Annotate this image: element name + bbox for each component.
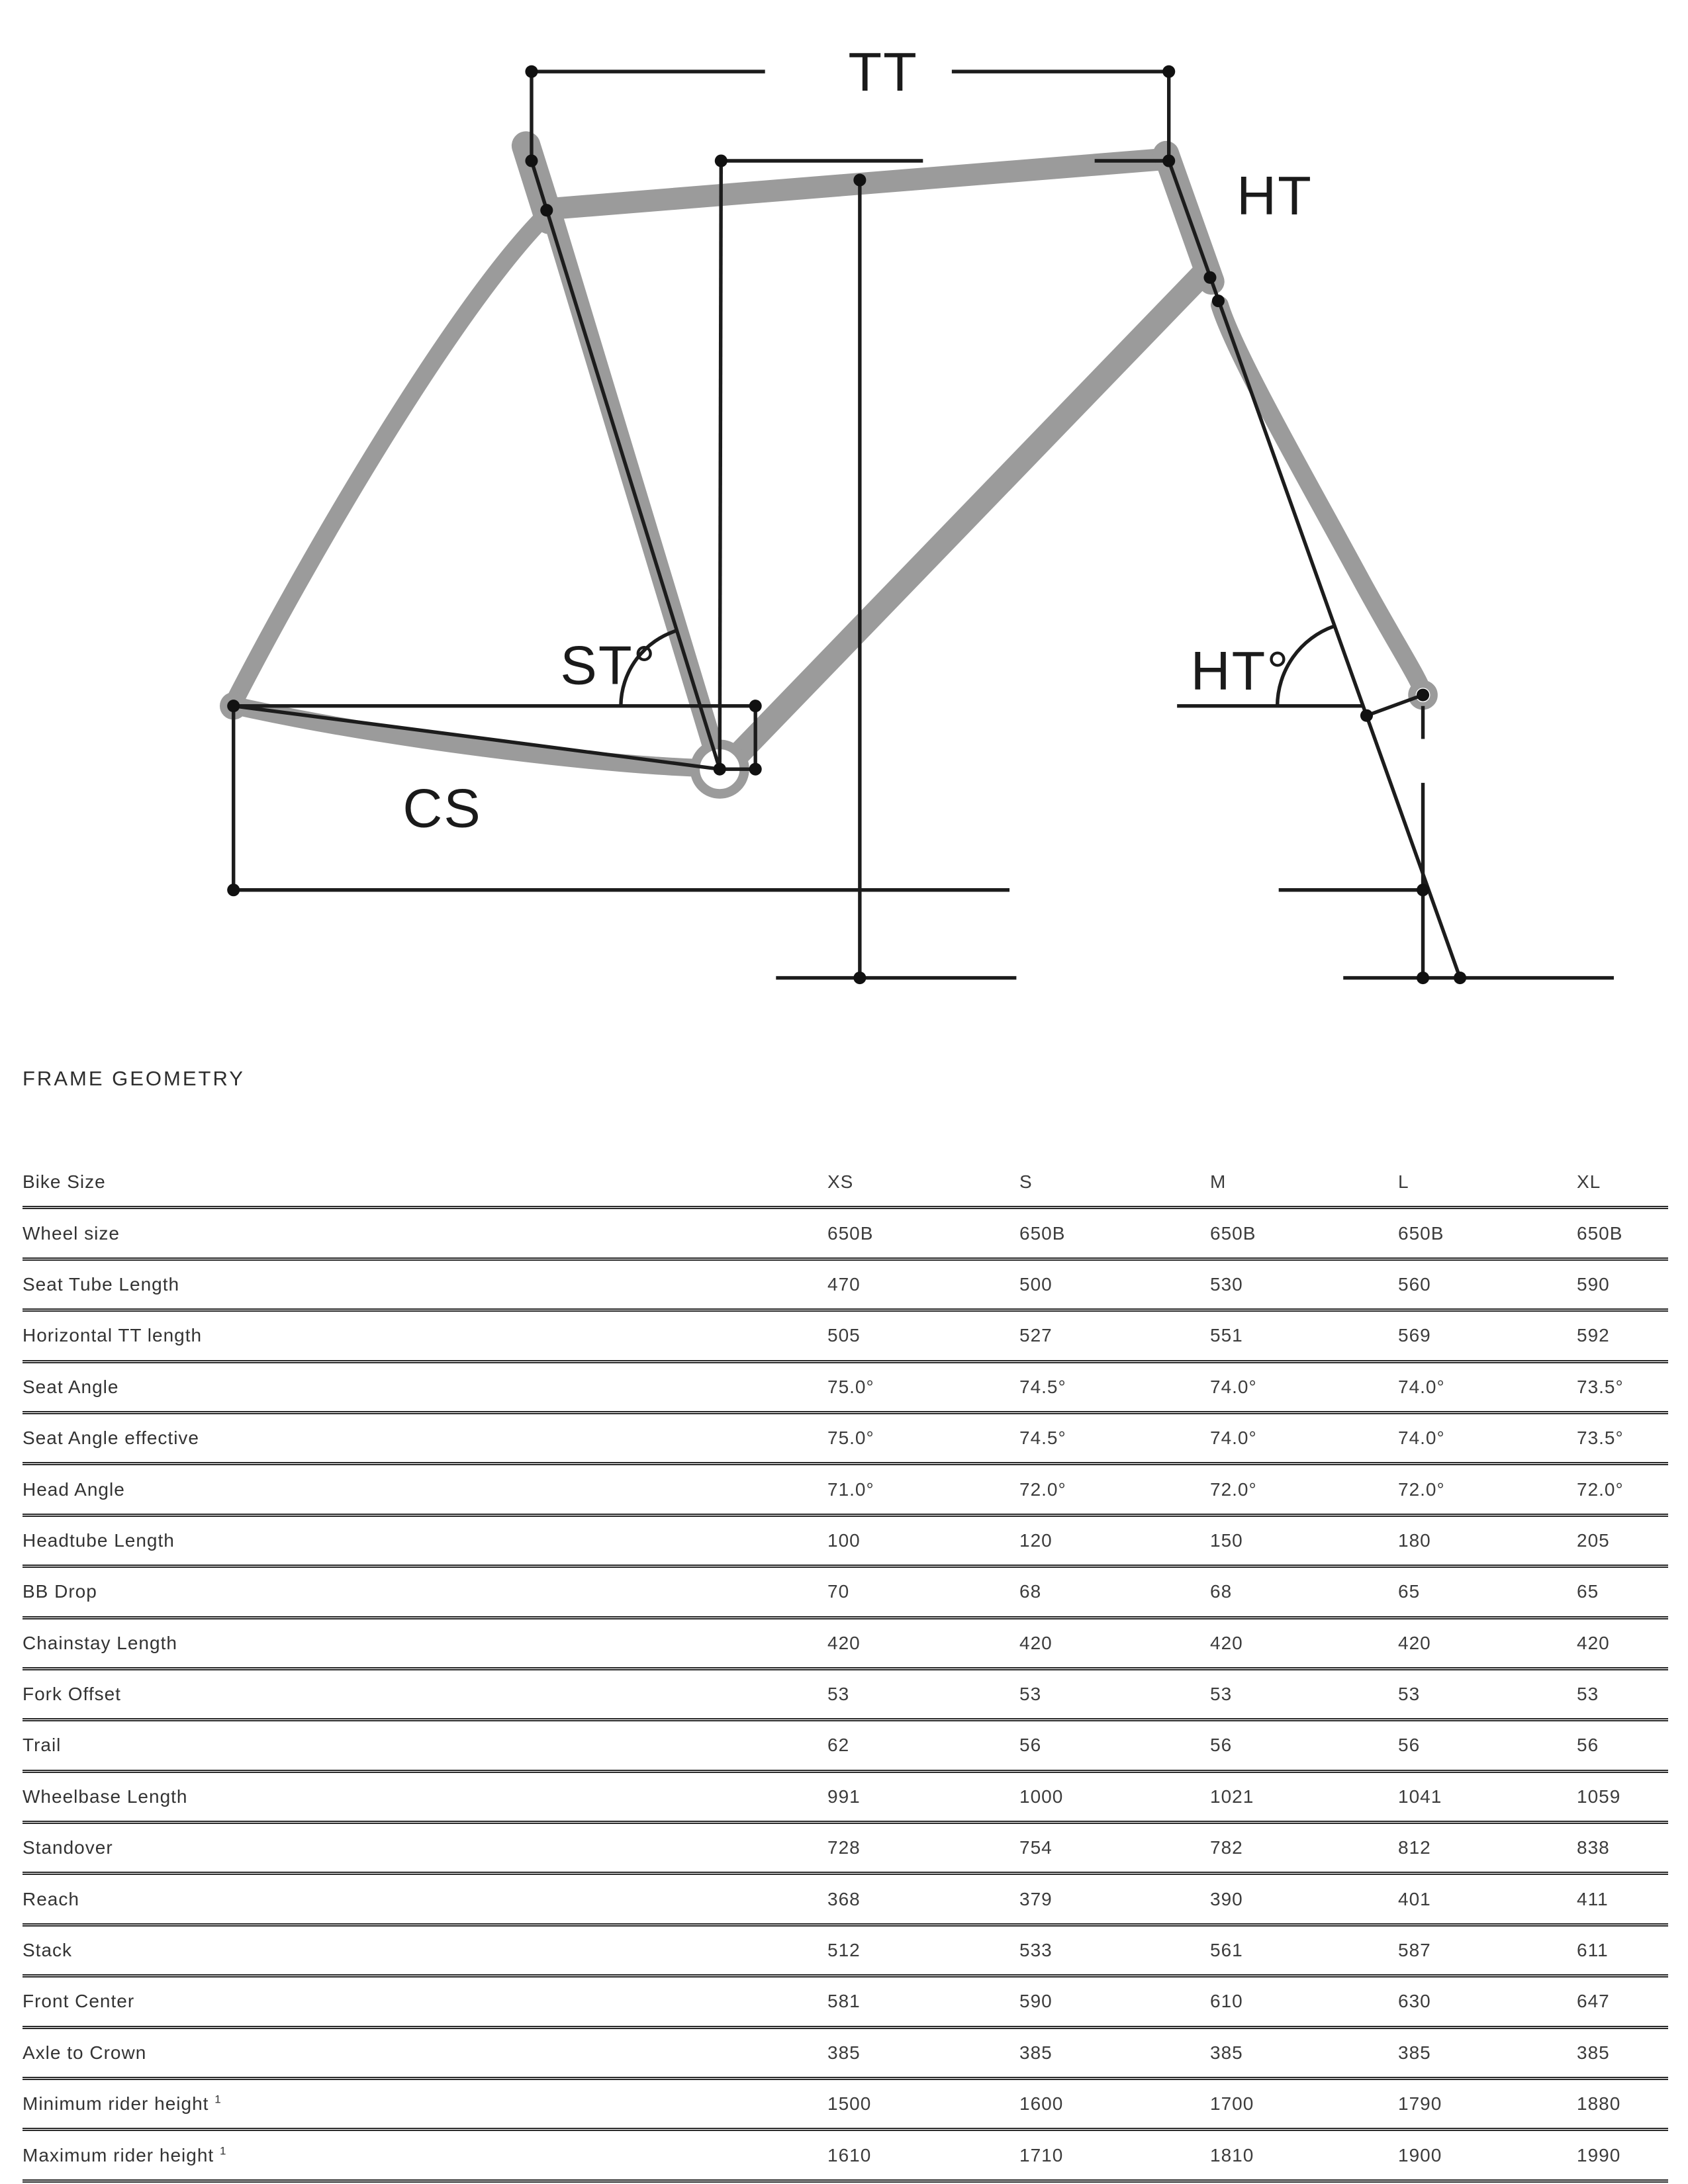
row-label: BB Drop (23, 1581, 97, 1602)
row-value: 385 (1577, 2042, 1610, 2063)
row-value: 838 (1577, 1837, 1610, 1858)
bike-frame-diagram-svg (0, 0, 1688, 1037)
fork-blade (1219, 305, 1423, 692)
row-value: 505 (827, 1325, 861, 1346)
row-label: Axle to Crown (23, 2042, 147, 2063)
dimension-lines (234, 71, 1614, 978)
row-value: 68 (1019, 1581, 1042, 1602)
row-label: Seat Angle effective (23, 1428, 199, 1449)
row-value: 530 (1210, 1273, 1243, 1295)
row-value: 74.5° (1019, 1376, 1066, 1397)
row-value: 1990 (1577, 2144, 1621, 2165)
table-row (23, 1721, 1668, 1772)
row-value: 754 (1019, 1837, 1053, 1858)
row-value: 390 (1210, 1888, 1243, 1909)
row-value: 782 (1210, 1837, 1243, 1858)
table-row (23, 2131, 1668, 2182)
label-head-angle: HT° (1190, 639, 1290, 702)
row-label: Head Angle (23, 1479, 125, 1500)
row-value: 592 (1577, 1325, 1610, 1346)
row-value: 610 (1210, 1991, 1243, 2012)
table-row (23, 1670, 1668, 1721)
row-value: 72.0° (1577, 1479, 1624, 1500)
row-value: 379 (1019, 1888, 1053, 1909)
table-row (23, 2080, 1668, 2131)
table-row (23, 1927, 1668, 1978)
table-row (23, 1824, 1668, 1875)
row-value: 1900 (1398, 2144, 1442, 2165)
row-value: 180 (1398, 1529, 1431, 1551)
row-label: Seat Tube Length (23, 1273, 180, 1295)
table-row (23, 1261, 1668, 1312)
row-value: 385 (827, 2042, 861, 2063)
label-chainstay: CS (402, 777, 482, 839)
row-label: Reach (23, 1888, 79, 1909)
row-value: 74.0° (1210, 1428, 1257, 1449)
row-value: 587 (1398, 1940, 1431, 1961)
label-seat-angle: ST° (560, 634, 657, 696)
row-value: 75.0° (827, 1376, 874, 1397)
stack-line (720, 161, 721, 769)
down-tube (733, 272, 1205, 760)
row-value: 581 (827, 1991, 861, 2012)
row-value: 512 (827, 1940, 861, 1961)
row-value: 1500 (827, 2093, 872, 2115)
row-label: Seat Angle (23, 1376, 119, 1397)
row-value: 991 (827, 1786, 861, 1807)
row-value: 73.5° (1577, 1376, 1624, 1397)
table-row (23, 1209, 1668, 1260)
row-value: 1880 (1577, 2093, 1621, 2115)
seat-stay (235, 217, 544, 700)
row-value: 74.5° (1019, 1428, 1066, 1449)
row-value: 1041 (1398, 1786, 1442, 1807)
row-value: 72.0° (1210, 1479, 1257, 1500)
row-label: Wheel size (23, 1222, 120, 1244)
row-label: Maximum rider height $^1$ (23, 2144, 227, 2165)
row-value: 650B (1577, 1222, 1623, 1244)
row-value: 56 (1398, 1735, 1421, 1756)
row-label: Front Center (23, 1991, 135, 2012)
row-value: 53 (1210, 1684, 1233, 1705)
row-label: Trail (23, 1735, 62, 1756)
column-header-size: M (1210, 1171, 1227, 1193)
row-value: 1000 (1019, 1786, 1064, 1807)
row-value: 65 (1577, 1581, 1599, 1602)
row-value: 420 (1398, 1632, 1431, 1653)
row-label: Chainstay Length (23, 1632, 177, 1653)
table-body (23, 1209, 1668, 2182)
row-value: 53 (1019, 1684, 1042, 1705)
row-value: 74.0° (1398, 1428, 1445, 1449)
top-tube (549, 159, 1160, 209)
row-value: 1059 (1577, 1786, 1621, 1807)
row-value: 728 (827, 1837, 861, 1858)
row-value: 53 (1577, 1684, 1599, 1705)
row-label: Stack (23, 1940, 73, 1961)
row-label: Horizontal TT length (23, 1325, 203, 1346)
row-value: 1790 (1398, 2093, 1442, 2115)
footnote-marker: 1 (219, 2144, 227, 2158)
row-value: 100 (827, 1529, 861, 1551)
row-value: 533 (1019, 1940, 1053, 1961)
row-value: 1700 (1210, 2093, 1254, 2115)
row-value: 56 (1210, 1735, 1233, 1756)
row-value: 1710 (1019, 2144, 1064, 2165)
page-title: FRAME GEOMETRY (23, 1067, 245, 1090)
table-row (23, 1978, 1668, 2028)
row-value: 62 (827, 1735, 850, 1756)
row-value: 650B (1019, 1222, 1066, 1244)
row-value: 1810 (1210, 2144, 1254, 2165)
table-row (23, 1773, 1668, 1824)
frame-geometry-diagram (0, 0, 1688, 1037)
row-value: 420 (1019, 1632, 1053, 1653)
label-top-tube: TT (848, 41, 918, 103)
row-value: 53 (827, 1684, 850, 1705)
column-header-bike-size: Bike Size (23, 1171, 106, 1193)
row-label: Standover (23, 1837, 113, 1858)
steering-axis (1169, 161, 1460, 978)
row-value: 70 (827, 1581, 850, 1602)
row-value: 411 (1577, 1888, 1609, 1909)
row-value: 420 (1577, 1632, 1610, 1653)
row-value: 72.0° (1019, 1479, 1066, 1500)
row-label: Fork Offset (23, 1684, 121, 1705)
row-value: 1610 (827, 2144, 872, 2165)
row-value: 205 (1577, 1529, 1610, 1551)
row-value: 71.0° (827, 1479, 874, 1500)
row-value: 150 (1210, 1529, 1243, 1551)
geometry-table (23, 1158, 1668, 2183)
row-value: 75.0° (827, 1428, 874, 1449)
row-value: 1600 (1019, 2093, 1064, 2115)
table-row (23, 1363, 1668, 1414)
row-value: 74.0° (1210, 1376, 1257, 1397)
footnote-marker: 1 (214, 2093, 222, 2106)
row-value: 527 (1019, 1325, 1053, 1346)
row-value: 551 (1210, 1325, 1243, 1346)
row-value: 812 (1398, 1837, 1431, 1858)
row-value: 72.0° (1398, 1479, 1445, 1500)
row-value: 500 (1019, 1273, 1053, 1295)
table-row (23, 1312, 1668, 1363)
row-value: 611 (1577, 1940, 1609, 1961)
row-value: 420 (827, 1632, 861, 1653)
row-value: 385 (1398, 2042, 1431, 2063)
row-value: 561 (1210, 1940, 1243, 1961)
row-label: Wheelbase Length (23, 1786, 188, 1807)
table-row (23, 1568, 1668, 1619)
column-header-size: L (1398, 1171, 1409, 1193)
table-row (23, 1517, 1668, 1568)
row-value: 56 (1019, 1735, 1042, 1756)
row-value: 560 (1398, 1273, 1431, 1295)
row-value: 385 (1019, 2042, 1053, 2063)
table-row (23, 1619, 1668, 1670)
row-value: 650B (1398, 1222, 1444, 1244)
row-value: 420 (1210, 1632, 1243, 1653)
row-value: 1021 (1210, 1786, 1254, 1807)
row-value: 590 (1577, 1273, 1610, 1295)
row-value: 74.0° (1398, 1376, 1445, 1397)
table-row (23, 1875, 1668, 1926)
row-value: 73.5° (1577, 1428, 1624, 1449)
row-label: Minimum rider height $^1$ (23, 2093, 222, 2115)
table-row (23, 1465, 1668, 1516)
row-value: 56 (1577, 1735, 1599, 1756)
chainstay-measure-line (234, 706, 720, 769)
table-header-row (23, 1158, 1668, 1209)
row-value: 650B (827, 1222, 874, 1244)
row-value: 53 (1398, 1684, 1421, 1705)
column-header-size: XS (827, 1171, 854, 1193)
column-header-size: XL (1577, 1171, 1601, 1193)
row-value: 569 (1398, 1325, 1431, 1346)
row-value: 65 (1398, 1581, 1421, 1602)
row-value: 470 (827, 1273, 861, 1295)
row-value: 590 (1019, 1991, 1053, 2012)
column-header-size: S (1019, 1171, 1033, 1193)
row-value: 385 (1210, 2042, 1243, 2063)
row-value: 368 (827, 1888, 861, 1909)
row-value: 647 (1577, 1991, 1610, 2012)
row-value: 68 (1210, 1581, 1233, 1602)
table-row (23, 2029, 1668, 2080)
row-label: Headtube Length (23, 1529, 175, 1551)
table-row (23, 1414, 1668, 1465)
row-value: 401 (1398, 1888, 1431, 1909)
row-value: 120 (1019, 1529, 1053, 1551)
label-head-tube: HT (1237, 164, 1313, 226)
row-value: 650B (1210, 1222, 1256, 1244)
row-value: 630 (1398, 1991, 1431, 2012)
